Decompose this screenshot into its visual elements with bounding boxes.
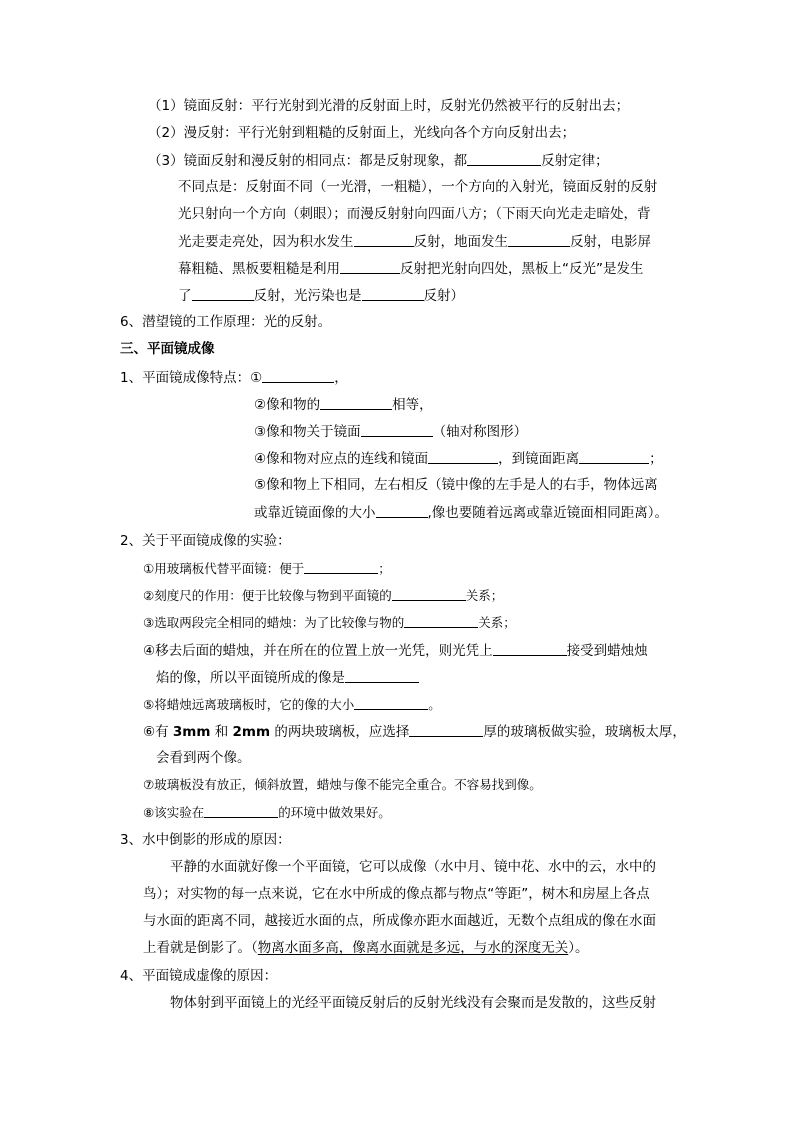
text-fragment: ⑤像和物上下相同，左右相反（镜中像的左手是人的右手，物体远离 xyxy=(254,477,658,493)
fill-blank[interactable] xyxy=(320,395,392,410)
text-fragment: ②刻度尺的作用：便于比较像与物到平面镜的 xyxy=(143,588,392,603)
fill-blank[interactable] xyxy=(304,559,378,574)
text-fragment: ，到镜面距离 xyxy=(498,451,580,467)
text-line xyxy=(170,994,656,1012)
text-fragment: ④像和物对应点的连线和镜面 xyxy=(254,451,429,467)
fill-blank[interactable] xyxy=(579,449,649,464)
item-title: 3、水中倒影的形成的原因： xyxy=(120,832,291,848)
text-line xyxy=(143,586,503,605)
diffuse-reflection-text: （2）漫反射：平行光射到粗糙的反射面上，光线向各个方向反射出去； xyxy=(148,125,576,141)
text-line xyxy=(178,232,651,251)
text-line xyxy=(178,178,657,196)
text-line xyxy=(143,939,589,957)
text-line xyxy=(254,395,433,414)
fill-blank[interactable] xyxy=(262,368,334,383)
text-fragment: 和 xyxy=(210,724,233,740)
text-line xyxy=(178,286,464,305)
text-line xyxy=(148,97,629,115)
text-fragment: 光走要走亮处，因为积水发生 xyxy=(178,234,354,250)
text-fragment: 光只射向一个方向（刺眼）；而漫反射射向四面八方；（下雨天向光走走暗处，背 xyxy=(178,206,651,222)
text-line xyxy=(120,313,331,331)
text-line xyxy=(148,124,575,142)
text-fragment: 反射，光污染也是 xyxy=(253,288,362,304)
text-fragment: 相等， xyxy=(392,397,433,413)
text-fragment: ②像和物的 xyxy=(254,397,321,413)
text-line xyxy=(120,368,348,387)
text-fragment: ， xyxy=(334,370,348,386)
text-fragment: ④移去后面的蜡烛，并在所在的位置上放一光凭，则光凭上 xyxy=(143,643,493,659)
text-fragment: 2mm xyxy=(232,724,271,740)
text-fragment: 接受到蜡烛烛 xyxy=(566,643,648,659)
text-line xyxy=(178,259,644,278)
fill-blank[interactable] xyxy=(354,695,428,710)
text-line xyxy=(120,831,291,849)
text-fragment: 鸟）；对实物的每一点来说，它在水中所成的像点都与物点“等距”，树木和房屋上各点 xyxy=(143,886,650,902)
text-fragment: ⑤将蜡烛远离玻璃板时，它的像的大小 xyxy=(143,697,355,712)
text-fragment: 物体射到平面镜上的光经平面镜反射后的反射光线没有会聚而是发散的，这些反射 xyxy=(170,995,656,1011)
section-heading xyxy=(120,340,215,358)
text-fragment: （轴对称图形） xyxy=(432,424,528,440)
text-line xyxy=(143,776,542,794)
text-line xyxy=(143,559,391,578)
text-line xyxy=(170,858,656,876)
text-fragment: ③像和物关于镜面 xyxy=(254,424,361,440)
text-fragment: 。 xyxy=(428,697,441,712)
text-fragment: 反射，电影屏 xyxy=(570,234,651,250)
text-line xyxy=(156,668,419,687)
fill-blank[interactable] xyxy=(354,232,414,247)
text-fragment: 了 xyxy=(178,288,192,304)
text-fragment: 关系； xyxy=(478,615,516,630)
fill-blank[interactable] xyxy=(404,613,478,628)
fill-blank[interactable] xyxy=(204,803,278,818)
text-fragment: ⑥有 xyxy=(143,724,173,740)
text-line xyxy=(156,749,251,767)
text-fragment: 幕粗糙、黑板要粗糙是利用 xyxy=(178,261,340,277)
text-line xyxy=(254,449,663,468)
text-line xyxy=(120,967,277,985)
text-fragment: （3）镜面反射和漫反射的相同点：都是反射现象，都 xyxy=(148,153,468,169)
underlined-text: 物离水面多高，像离水面就是多远，与水的深度无关 xyxy=(257,940,569,956)
text-fragment: ,像也要随着远离或靠近镜面相同距离）。 xyxy=(427,505,669,521)
text-line xyxy=(120,532,291,550)
text-fragment: 的两块玻璃板，应选择 xyxy=(270,724,410,740)
fill-blank[interactable] xyxy=(345,668,419,683)
section-heading-text: 三、平面镜成像 xyxy=(120,341,215,357)
fill-blank[interactable] xyxy=(376,503,428,518)
fill-blank[interactable] xyxy=(409,722,483,737)
text-fragment: 焰的像，所以平面镜所成的像是 xyxy=(156,670,345,686)
periscope-text: 6、潜望镜的工作原理：光的反射。 xyxy=(120,314,332,330)
text-line xyxy=(143,885,650,903)
text-fragment: 反射把光射向四处，黑板上“反光”是发生 xyxy=(400,261,644,277)
text-fragment: 反射定律； xyxy=(541,153,609,169)
fill-blank[interactable] xyxy=(392,586,466,601)
item-title: 4、平面镜成虚像的原因： xyxy=(120,968,278,984)
specular-reflection-text: （1）镜面反射：平行光射到光滑的反射面上时，反射光仍然被平行的反射出去； xyxy=(148,98,630,114)
fill-blank[interactable] xyxy=(340,259,400,274)
text-line xyxy=(148,151,609,170)
text-line xyxy=(143,722,686,741)
text-line xyxy=(254,476,658,494)
text-fragment: 不同点是：反射面不同（一光滑，一粗糙），一个方向的入射光，镜面反射的反射 xyxy=(178,179,658,195)
text-line xyxy=(143,613,516,632)
text-fragment: ①用玻璃板代替平面镜：便于 xyxy=(143,561,305,576)
text-fragment: 平静的水面就好像一个平面镜，它可以成像（水中月、镜中花、水中的云，水中的 xyxy=(170,859,656,875)
text-fragment: 反射） xyxy=(423,288,464,304)
text-line xyxy=(143,695,441,714)
text-fragment: ； xyxy=(378,561,391,576)
text-fragment: 关系； xyxy=(465,588,504,603)
text-fragment: 3mm xyxy=(172,724,211,740)
text-fragment: 会看到两个像。 xyxy=(156,750,251,766)
text-fragment: 1、平面镜成像特点：① xyxy=(120,370,263,386)
text-line xyxy=(254,422,527,441)
text-fragment: 或靠近镜面像的大小 xyxy=(254,505,376,521)
text-line xyxy=(178,205,651,223)
fill-blank[interactable] xyxy=(362,286,424,301)
text-fragment: ③选取两段完全相同的蜡烛：为了比较像与物的 xyxy=(143,615,405,630)
fill-blank[interactable] xyxy=(361,422,433,437)
fill-blank[interactable] xyxy=(508,232,570,247)
text-fragment: ⑧该实验在 xyxy=(143,805,205,820)
text-fragment: ⑦玻璃板没有放正，倾斜放置，蜡烛与像不能完全重合。不容易找到像。 xyxy=(143,777,542,792)
text-line xyxy=(143,912,656,930)
fill-blank[interactable] xyxy=(192,286,254,301)
fill-blank[interactable] xyxy=(493,641,567,656)
fill-blank[interactable] xyxy=(467,151,541,166)
text-fragment: 反射，地面发生 xyxy=(413,234,508,250)
text-fragment: 厚的玻璃板做实验，玻璃板太厚， xyxy=(483,724,686,740)
item-title: 2、关于平面镜成像的实验： xyxy=(120,533,291,549)
fill-blank[interactable] xyxy=(428,449,498,464)
text-fragment: 上看就是倒影了。（ xyxy=(143,940,258,956)
text-fragment: 与水面的距离不同，越接近水面的点，所成像亦距水面越近，无数个点组成的像在水面 xyxy=(143,913,656,929)
text-fragment: ； xyxy=(649,451,663,467)
text-line xyxy=(143,641,648,660)
text-line xyxy=(143,803,391,822)
text-fragment: ）。 xyxy=(568,940,589,956)
text-fragment: 的环境中做效果好。 xyxy=(278,805,391,820)
text-line xyxy=(254,503,668,522)
